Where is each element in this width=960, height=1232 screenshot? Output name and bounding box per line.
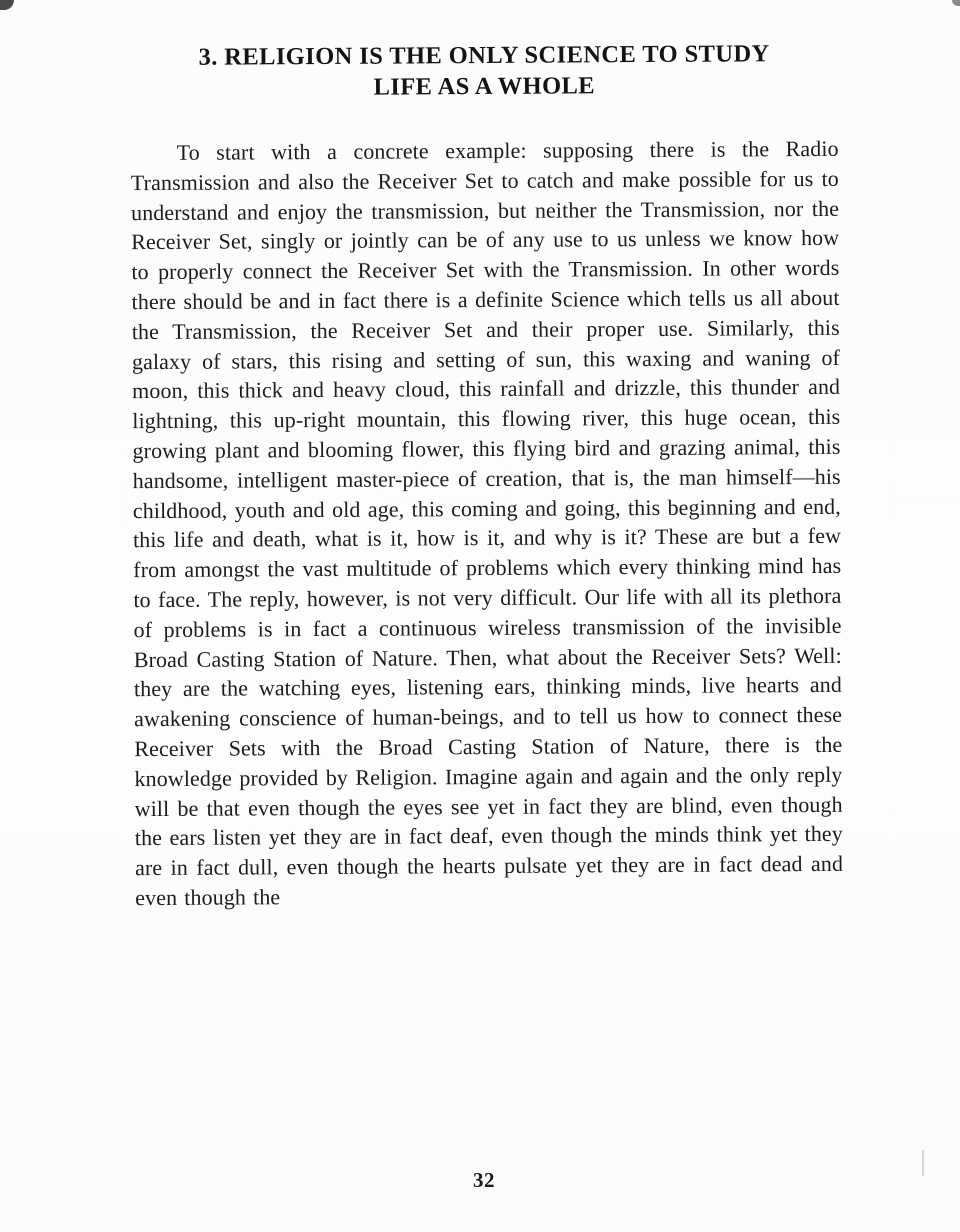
chapter-heading-line2: LIFE AS A WHOLE: [373, 72, 596, 101]
body-paragraph: To start with a concrete example: supposing there is the Radio Transmission and also the Receiver Set to catch and make possible for us to understand and enjoy the transmission, but neither the Transmission, nor the Receiver Set, singly or jointly can be of any use to us unless we know how to properly connect the Receiver Set with the Transmission. In other words there should be and in fact there is a definite Science which tells us all about the Transmission, the Receiver Set and their proper use. Similarly, this galaxy of stars, this rising and setting of sun, this waxing and waning of moon, this thick and heavy cloud, this rainfall and drizzle, this thunder and lightning, this up-right mountain, this flowing river, this huge ocean, this growing plant and blooming flower, this flying bird and grazing animal, this handsome, intelligent master-piece of creation, that is, the man himself—his childhood, youth and old age, this coming and going, this beginning and end, this life and death, what is it, how is it, and why is it? These are but a few from amongst the vast multitude of problems which every thinking mind has to face. The reply, however, is not very difficult. Our life with all its plethora of problems is in fact a continuous wireless transmission of the invisible Broad Casting Station of Nature. Then, what about the Receiver Sets? Well: they are the watching eyes, listening ears, thinking minds, live hearts and awakening conscience of human-beings, and to tell us how to connect these Receiver Sets with the Broad Casting Station of Nature, there is the knowledge provided by Religion. Imagine again and again and the only reply will be that even though the eyes see yet in fact they are blind, even though the ears listen yet they are in fact deaf, even though the minds think yet they are in fact dull, even though the hearts pulsate yet they are in fact dead and even though the: [130, 135, 844, 911]
scan-artifact-top-right: [952, 0, 960, 6]
chapter-heading-line1: 3. RELIGION IS THE ONLY SCIENCE TO STUDY: [198, 40, 770, 71]
page-number: 32: [473, 1168, 495, 1192]
chapter-heading: [130, 38, 838, 104]
scan-artifact-bottom-right: [922, 1150, 924, 1176]
scan-artifact-top-left: [0, 0, 14, 10]
page-content: [130, 38, 843, 913]
